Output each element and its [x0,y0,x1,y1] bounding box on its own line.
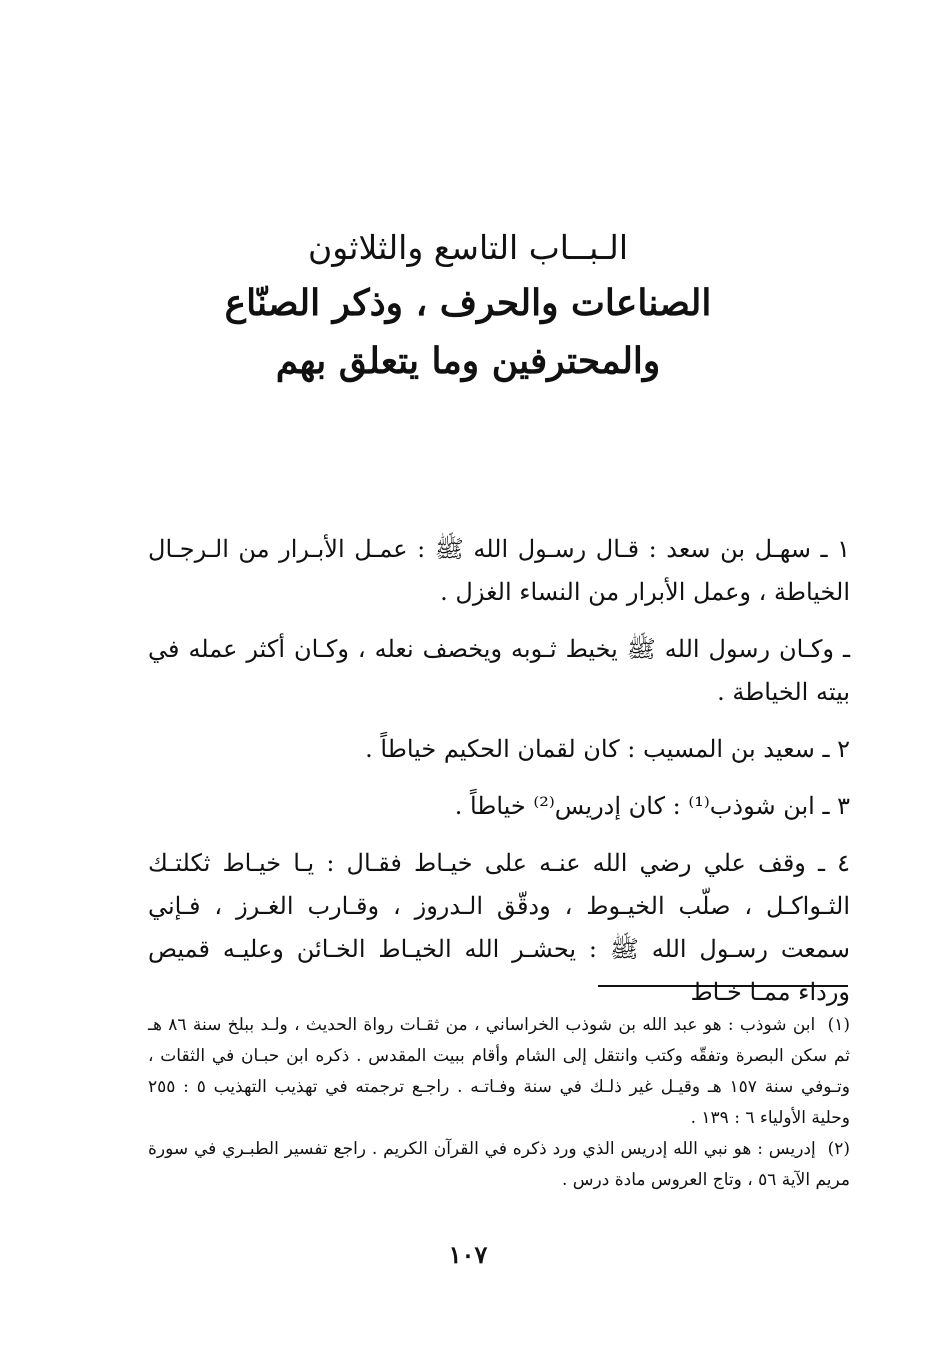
paragraph-2: ـ وكـان رسول الله ﷺ يخيط ثـوبه ويخصف نعله ، وكـان أكثر عمله في بيته الخياطة . [148,635,850,706]
chapter-number: الـبــاب التاسع والثلاثون [307,228,628,267]
paragraph-3: ٢ ـ سعيد بن المسيب : كان لقمان الحكيم خياطاً . [365,735,850,763]
chapter-title-line-2: والمحترفين وما يتعلق بهم [275,340,661,382]
footnote-1 [148,1010,850,1134]
body-text [148,528,850,1028]
chapter-title-line-1: الصناعات والحرف ، وذكر الصنّاع [224,282,712,324]
chapter-heading [150,222,786,390]
footnote-2-mark: (٢) [827,1139,850,1159]
footnote-2-text: إدريس : هو نبي الله إدريس الذي ورد ذكره في القرآن الكريم . راجع تفسير الطبـري في سورة مريم الآية ٥٦ ، وتاج العروس مادة درس . [148,1139,850,1190]
paragraph-5: ٤ ـ وقف علي رضي الله عنـه على خيـاط فقـال : يـا خيـاط ثكلتـك الثـواكـل ، صلّب الخيـوط ، ودقّق الـدروز ، وقـارب الغـرز ، فـإني سمعت رسـول الله ﷺ : يحشـر الله الخيـاط الخـائن وعليـه قميص ورداء ممـا خـاط [148,849,850,1006]
paragraph-1: ١ ـ سهـل بن سعد : قـال رسـول الله ﷺ : عمـل الأبـرار من الـرجـال الخياطة ، وعمل الأبرار من النساء الغزل . [148,535,850,606]
page-number: ١٠٧ [448,1240,488,1269]
footnote-1-mark: (١) [827,1015,850,1035]
footnote-divider [598,985,848,987]
footnote-2 [148,1134,850,1196]
footnotes [148,1010,850,1196]
paragraph-4: ٣ ـ ابن شوذب⁽¹⁾ : كان إدريس⁽²⁾ خياطاً . [454,792,850,820]
footnote-1-text: ابن شوذب : هو عبد الله بن شوذب الخراساني ، من ثقـات رواة الحديث ، ولـد ببلخ سنة ٨٦ هـ ثم سكن البصرة وتفقّه وكتب وانتقل إلى الشام وأقام ببيت المقدس . ذكره ابن حبـان في الثقات ، وتـوفي سنة ١٥٧ هـ وقيـل غير ذلـك في سنة وفـاتـه . راجـع ترجمته في تهذيب التهذيب ٥ : ٢٥٥ وحلية الأولياء ٦ : ١٣٩ . [148,1015,850,1128]
